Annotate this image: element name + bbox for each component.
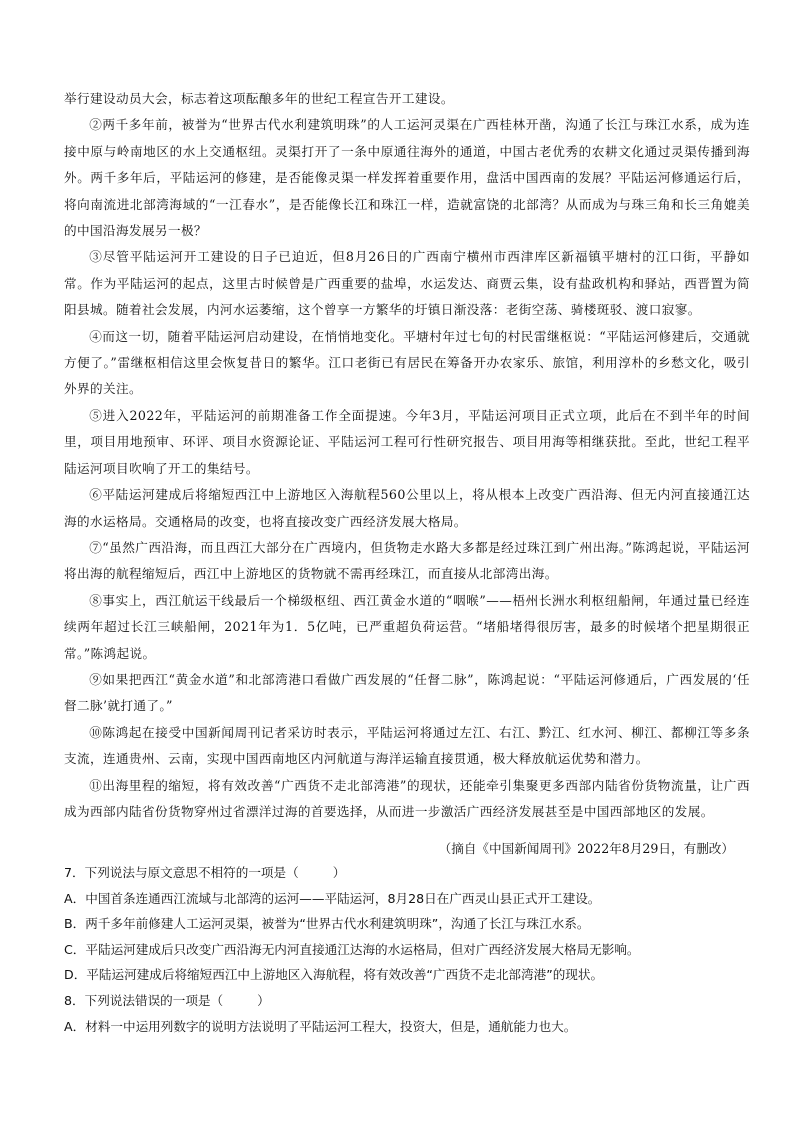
paragraph-1-end: 举行建设动员大会，标志着这项酝酿多年的世纪工程宣告开工建设。 bbox=[64, 91, 454, 106]
reading-passage bbox=[64, 86, 750, 825]
paragraph-4: ④而这一切，随着平陆运河启动建设，在悄悄地变化。平塘村年过七旬的村民雷继枢说：“平陆运河修建后，交通就方便了。”雷继枢相信这里会恢复昔日的繁华。江口老街已有居民在筹备开办农家乐、旅馆，利用淳朴的乡愁文化，吸引外界的关注。 bbox=[64, 328, 750, 397]
question-7-stem bbox=[64, 860, 750, 886]
question-7-option-a: A．中国首条连通西江流域与北部湾的运河——平陆运河，8月28日在广西灵山县正式开工建设。 bbox=[64, 890, 601, 906]
paragraph-9: ⑨如果把西江“黄金水道”和北部湾港口看做广西发展的“任督二脉”，陈鸿起说：“平陆运河修通后，广西发展的‘任督二脉’就打通了。” bbox=[64, 671, 750, 714]
paragraph-11: ⑪出海里程的缩短，将有效改善“广西货不走北部湾港”的现状，还能牵引集聚更多西部内陆省份货物流量，让广西成为西部内陆省份货物穿州过省漂洋过海的首要选择，从而进一步激活广西经济发展甚至是中国西部地区的发展。 bbox=[64, 777, 750, 819]
question-8-option-a: A．材料一中运用列数字的说明方法说明了平陆运河工程大，投资大，但是，通航能力也大。 bbox=[64, 1018, 577, 1034]
paragraph-2: ②两千多年前，被誉为“世界古代水利建筑明珠”的人工运河灵渠在广西桂林开凿，沟通了长江与珠江水系，成为连接中原与岭南地区的水上交通枢纽。灵渠打开了一条中原通往海外的通道，中国古老优秀的农耕文化通过灵渠传播到海外。两千多年后，平陆运河的修建，是否能像灵渠一样发挥着重要作用，盘活中国西南的发展？平陆运河修通运行后，将向南流进北部湾海域的“一江春水”，是否能像长江和珠江一样，造就富饶的北部湾？从而成为与珠三角和长三角媲美的中国沿海发展另一极？ bbox=[64, 117, 750, 239]
paragraph-5: ⑤进入2022年，平陆运河的前期准备工作全面提速。今年3月，平陆运河项目正式立项，此后在不到半年的时间里，项目用地预审、环评、项目水资源论证、平陆运河工程可行性研究报告、项目用海等相继获批。至此，世纪工程平陆运河项目吹响了开工的集结号。 bbox=[64, 407, 750, 476]
question-7-text: 7．下列说法与原文意思不相符的一项是（ bbox=[64, 865, 299, 880]
paragraph-7: ⑦“虽然广西沿海，而且西江大部分在广西境内，但货物走水路大多都是经过珠江到广州出海。”陈鸿起说，平陆运河将出海的航程缩短后，西江中上游地区的货物就不需再经珠江，而直接从北部湾出海。 bbox=[64, 539, 750, 582]
question-section bbox=[64, 860, 750, 1039]
question-8-text: 8．下列说法错误的一项是（ bbox=[64, 992, 224, 1008]
question-7-option-b: B．两千多年前修建人工运河灵渠，被誉为“世界古代水利建筑明珠”，沟通了长江与珠江水系。 bbox=[64, 916, 590, 932]
paragraph-3: ③尽管平陆运河开工建设的日子已迫近，但8月26日的广西南宁横州市西津库区新福镇平塘村的江口街，平静如常。作为平陆运河的起点，这里古时候曾是广西重要的盐埠，水运发达、商贾云集，设有盐政机构和驿站，西晋置为简阳县城。随着社会发展，内河水运萎缩，这个曾享一方繁华的圩镇日渐没落：老街空荡、骑楼斑驳、渡口寂寥。 bbox=[64, 249, 750, 318]
paragraph-10: ⑩陈鸿起在接受中国新闻周刊记者采访时表示，平陆运河将通过左江、右江、黔江、红水河、柳江、都柳江等多条支流，连通贵州、云南，实现中国西南地区内河航道与海洋运输直接贯通，极大释放航运优势和潜力。 bbox=[64, 724, 750, 767]
question-8-stem bbox=[64, 988, 750, 1014]
source-citation: （摘自《中国新闻周刊》2022年8月29日，有删改） bbox=[438, 841, 734, 856]
paren-close: ） bbox=[257, 992, 270, 1008]
question-7-option-c: C．平陆运河建成后只改变广西沿海无内河直接通江达海的水运格局，但对广西经济发展大格局无影响。 bbox=[64, 941, 640, 957]
paragraph-6: ⑥平陆运河建成后将缩短西江中上游地区入海航程560公里以上，将从根本上改变广西沿海、但无内河直接通江达海的水运格局。交通格局的改变，也将直接改变广西经济发展大格局。 bbox=[64, 487, 750, 529]
paragraph-8: ⑧事实上，西江航运干线最后一个梯级枢纽、西江黄金水道的“咽喉”——梧州长洲水利枢纽船闸，年通过量已经连续两年超过长江三峡船闸，2021年为1．5亿吨，已严重超负荷运营。“堵船堵得很厉害，最多的时候堵个把星期很正常。”陈鸿起说。 bbox=[64, 592, 750, 661]
paren-close: ） bbox=[332, 865, 346, 880]
question-7-option-d: D．平陆运河建成后将缩短西江中上游地区入海航程，将有效改善“广西货不走北部湾港”的现状。 bbox=[64, 967, 604, 983]
